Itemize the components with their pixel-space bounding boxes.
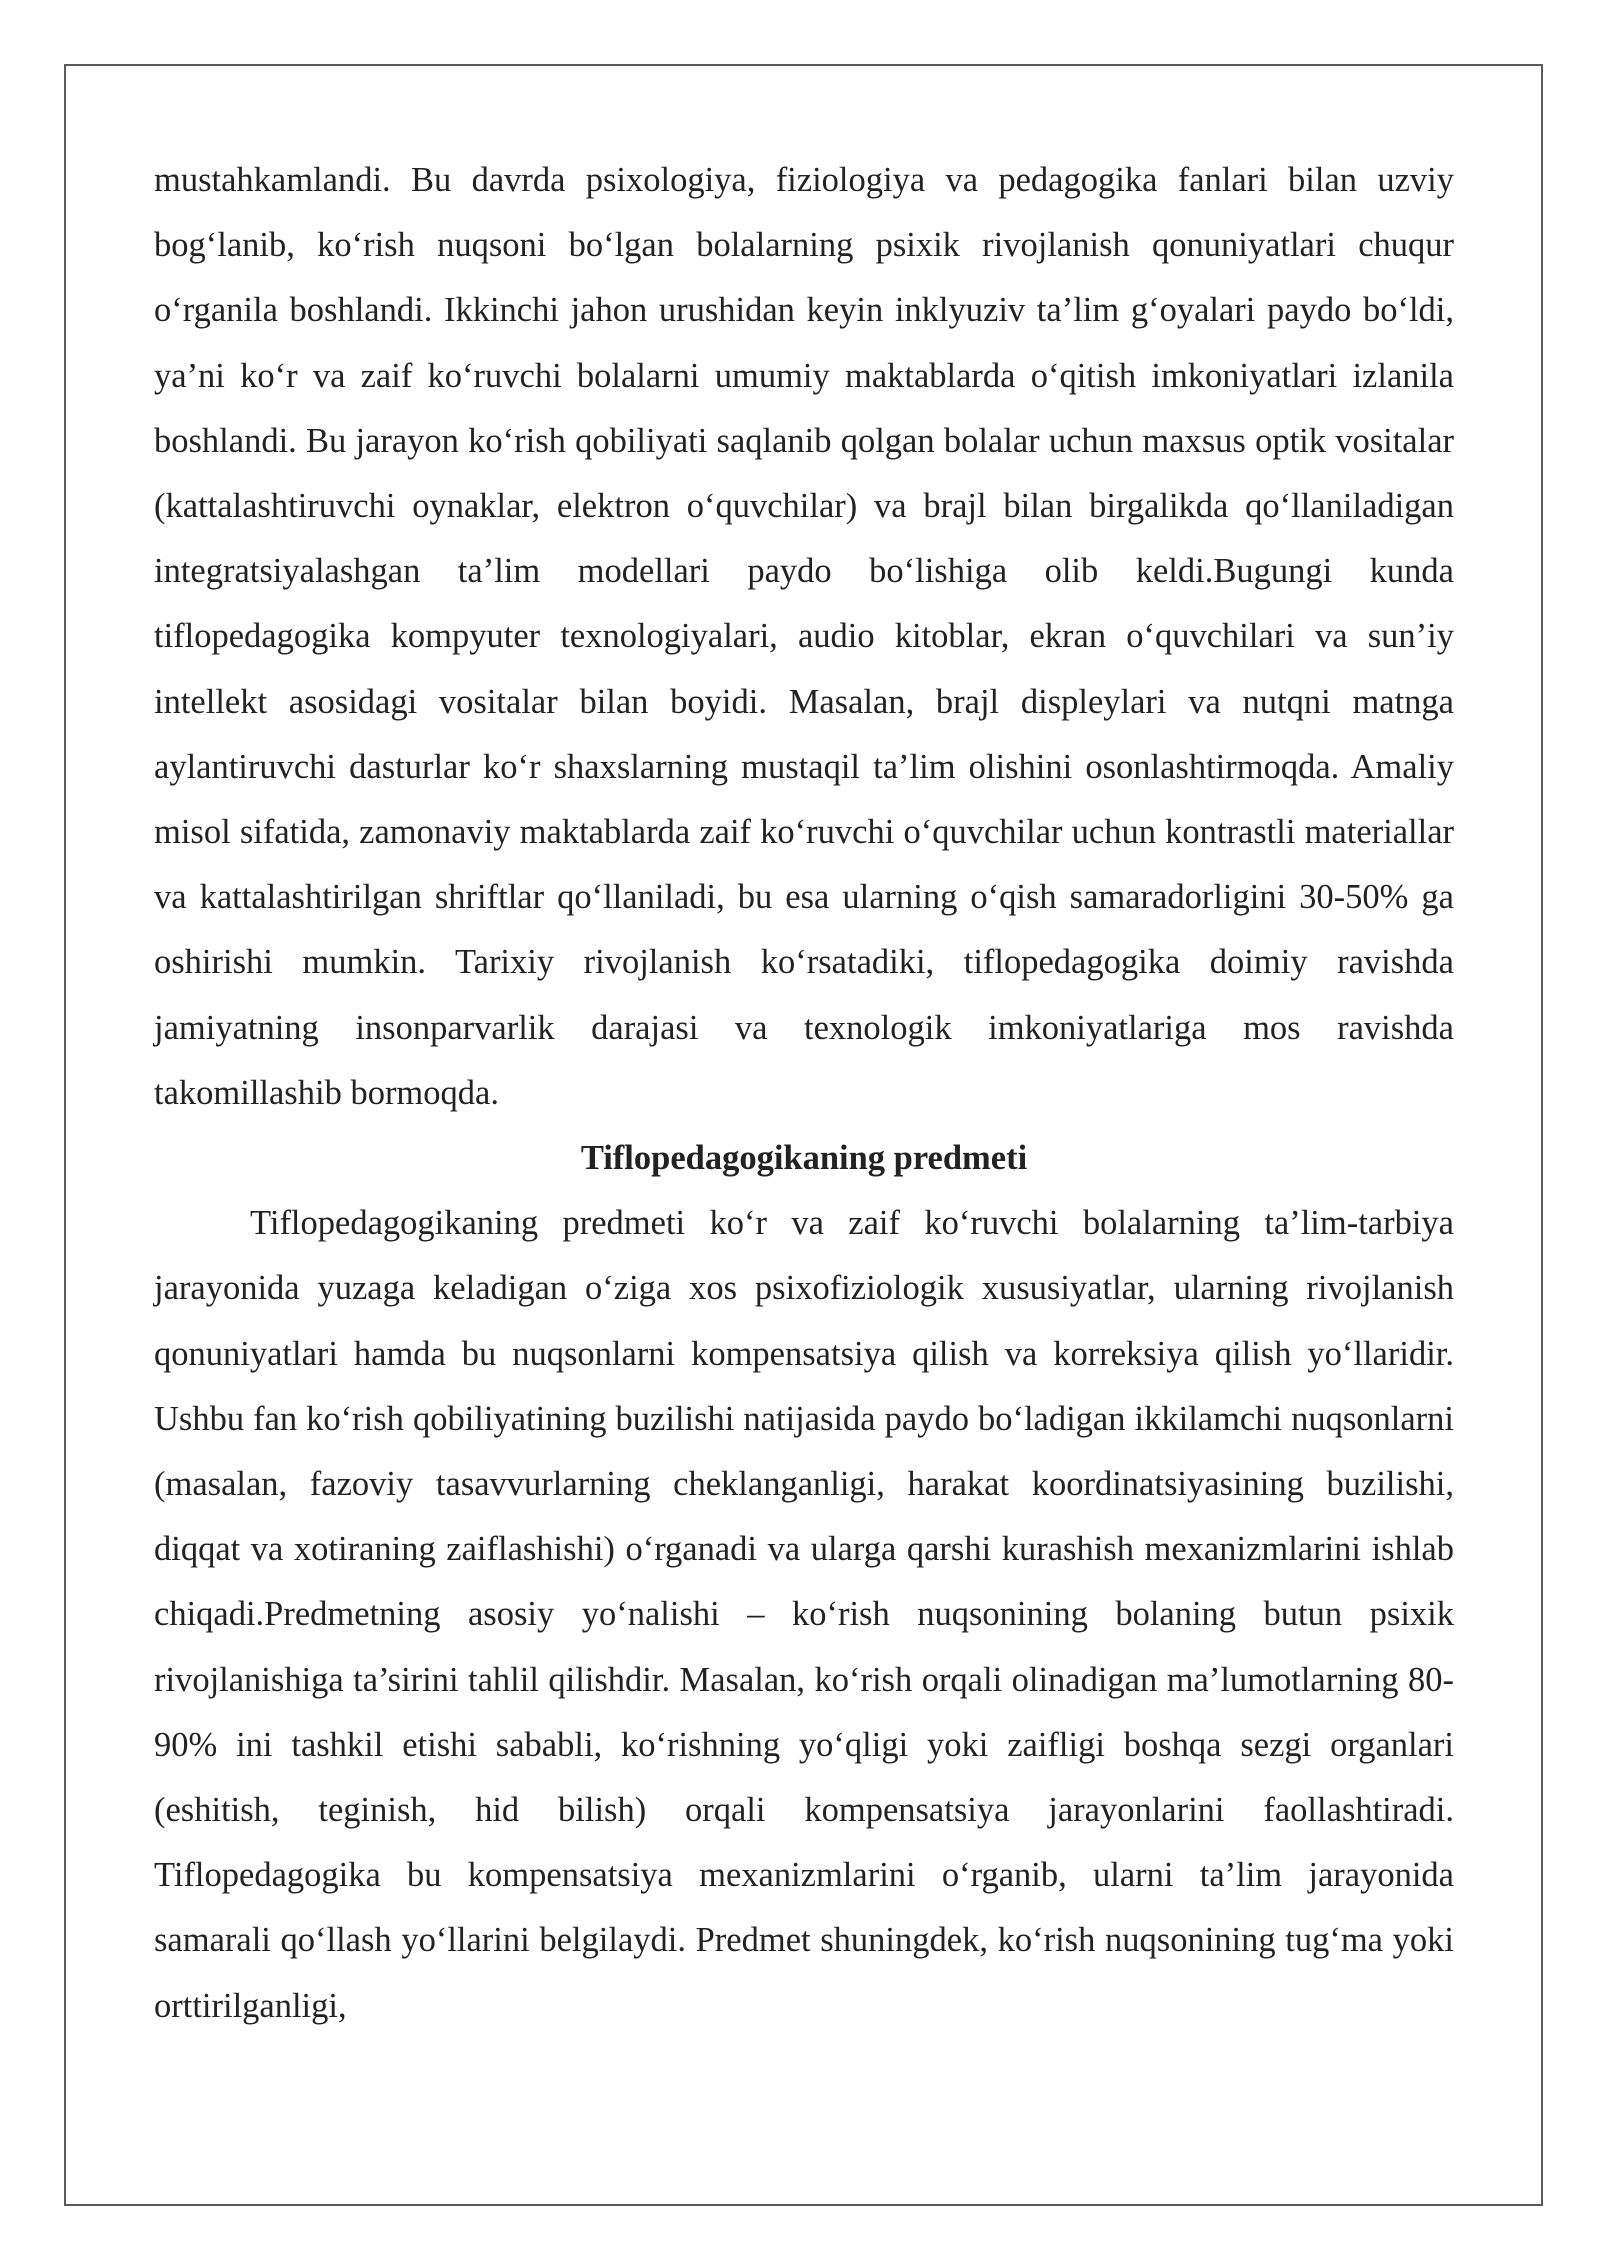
document-body bbox=[154, 148, 1454, 2039]
section-heading: Tiflopedagogikaning predmeti bbox=[580, 1139, 1028, 1178]
body-paragraph-continued: mustahkamlandi. Bu davrda psixologiya, fiziologiya va pedagogika fanlari bilan uzviy bog‘lanib, ko‘rish nuqsoni bo‘lgan bolalarning psixik rivojlanish qonuniyatlari chuqur o‘rganila boshlandi. Ikkinchi jahon urushidan keyin inklyuziv ta’lim g‘oyalari paydo bo‘ldi, ya’ni ko‘r va zaif ko‘ruvchi bolalarni umumiy maktablarda o‘qitish imkoniyatlari izlanila boshlandi. Bu jarayon ko‘rish qobiliyati saqlanib qolgan bolalar uchun maxsus optik vositalar (kattalashtiruvchi oynaklar, elektron o‘quvchilar) va brajl bilan birgalikda qo‘llaniladigan integratsiyalashgan ta’lim modellari paydo bo‘lishiga olib keldi.Bugungi kunda tiflopedagogika kompyuter texnologiyalari, audio kitoblar, ekran o‘quvchilari va sun’iy intellekt asosidagi vositalar bilan boyidi. Masalan, brajl displeylari va nutqni matnga aylantiruvchi dasturlar ko‘r shaxslarning mustaqil ta’lim olishini osonlashtirmoqda. Amaliy misol sifatida, zamonaviy maktablarda zaif ko‘ruvchi o‘quvchilar uchun kontrastli materiallar va kattalashtirilgan shriftlar qo‘llaniladi, bu esa ularning o‘qish samaradorligini 30-50% ga oshirishi mumkin. Tarixiy rivojlanish ko‘rsatadiki, tiflopedagogika doimiy ravishda jamiyatning insonparvarlik darajasi va texnologik imkoniyatlariga mos ravishda takomillashib bormoqda. bbox=[154, 161, 1454, 1112]
body-paragraph: Tiflopedagogikaning predmeti ko‘r va zaif ko‘ruvchi bolalarning ta’lim-tarbiya jarayonida yuzaga keladigan o‘ziga xos psixofiziologik xususiyatlar, ularning rivojlanish qonuniyatlari hamda bu nuqsonlarni kompensatsiya qilish va korreksiya qilish yo‘llaridir. Ushbu fan ko‘rish qobiliyatining buzilishi natijasida paydo bo‘ladigan ikkilamchi nuqsonlarni (masalan, fazoviy tasavvurlarning cheklanganligi, harakat koordinatsiyasining buzilishi, diqqat va xotiraning zaiflashishi) o‘rganadi va ularga qarshi kurashish mexanizmlarini ishlab chiqadi.Predmetning asosiy yo‘nalishi – ko‘rish nuqsonining bolaning butun psixik rivojlanishiga ta’sirini tahlil qilishdir. Masalan, ko‘rish orqali olinadigan ma’lumotlarning 80-90% ini tashkil etishi sababli, ko‘rishning yo‘qligi yoki zaifligi boshqa sezgi organlari (eshitish, teginish, hid bilish) orqali kompensatsiya jarayonlarini faollashtiradi. Tiflopedagogika bu kompensatsiya mexanizmlarini o‘rganib, ularni ta’lim jarayonida samarali qo‘llash yo‘llarini belgilaydi. Predmet shuningdek, ko‘rish nuqsonining tug‘ma yoki orttirilganligi, bbox=[154, 1204, 1454, 2025]
